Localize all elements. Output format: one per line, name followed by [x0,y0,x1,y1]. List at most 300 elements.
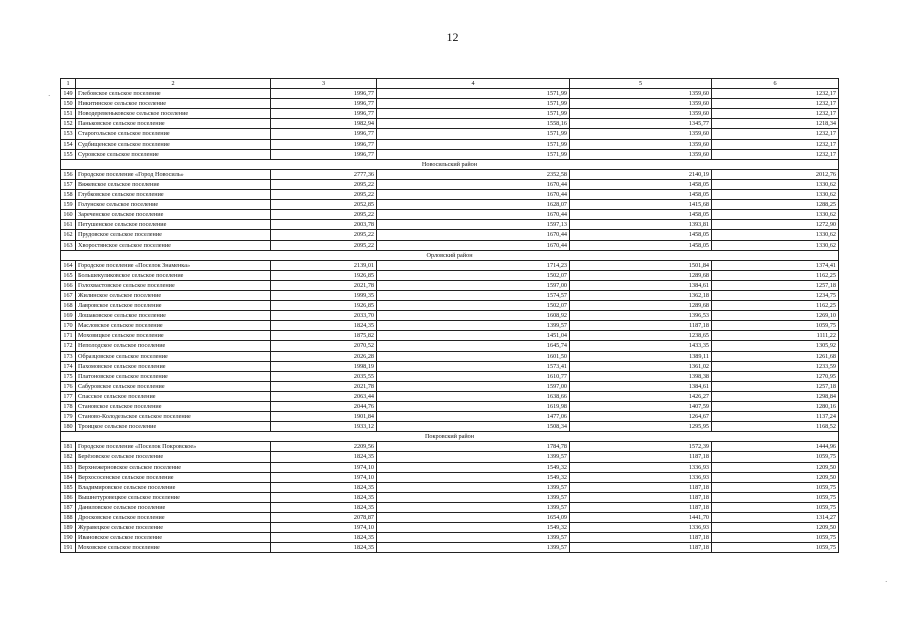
value-col-6: 1330,62 [712,230,839,240]
settlement-name: Моховское сельское поселение [76,543,271,553]
value-col-3: 2095,22 [271,179,377,189]
value-col-6: 1272,90 [712,220,839,230]
row-number: 168 [61,301,76,311]
row-number: 158 [61,190,76,200]
value-col-3: 1996,77 [271,99,377,109]
value-col-6: 1232,17 [712,99,839,109]
row-number: 167 [61,290,76,300]
value-col-6: 1059,75 [712,492,839,502]
value-col-4: 1784,78 [377,442,570,452]
value-col-3: 2035,55 [271,371,377,381]
value-col-6: 1209,50 [712,462,839,472]
value-col-4: 1608,92 [377,311,570,321]
table-row [61,119,839,129]
table-row [61,543,839,553]
column-header: 2 [76,79,271,89]
row-number: 188 [61,513,76,523]
settlement-name: Городское поселение «Поселок Покровское» [76,442,271,452]
value-col-3: 1824,35 [271,543,377,553]
value-col-5: 1396,53 [570,311,712,321]
table-row [61,391,839,401]
table-row [61,462,839,472]
value-col-6: 1305,92 [712,341,839,351]
value-col-5: 1384,61 [570,280,712,290]
settlement-name: Моховицкое сельское поселение [76,331,271,341]
settlement-name: Прудовское сельское поселение [76,230,271,240]
page-number: 12 [446,30,459,44]
table-row [61,169,839,179]
value-col-3: 2021,78 [271,280,377,290]
row-number: 160 [61,210,76,220]
value-col-5: 1458,05 [570,190,712,200]
value-col-3: 2095,22 [271,240,377,250]
table-row [61,482,839,492]
value-col-5: 1384,61 [570,381,712,391]
table-row [61,301,839,311]
row-number: 176 [61,381,76,391]
value-col-4: 1399,57 [377,492,570,502]
section-title: Орловский район [61,250,839,260]
value-col-4: 1670,44 [377,179,570,189]
value-col-5: 1187,18 [570,482,712,492]
value-col-4: 1558,16 [377,119,570,129]
column-header: 3 [271,79,377,89]
value-col-5: 1359,60 [570,129,712,139]
value-col-6: 1234,75 [712,290,839,300]
value-col-4: 1670,44 [377,230,570,240]
value-col-4: 1477,06 [377,412,570,422]
value-col-4: 1714,23 [377,260,570,270]
settlement-name: Лавровское сельское поселение [76,301,271,311]
value-col-5: 1458,05 [570,179,712,189]
row-number: 151 [61,109,76,119]
settlement-name: Зареченское сельское поселение [76,210,271,220]
value-col-5: 1187,18 [570,533,712,543]
value-col-3: 1824,35 [271,452,377,462]
value-col-5: 1458,05 [570,240,712,250]
table-row [61,260,839,270]
table-row [61,311,839,321]
value-col-6: 1232,17 [712,139,839,149]
value-col-6: 1162,25 [712,301,839,311]
table-row [61,109,839,119]
value-col-3: 2033,70 [271,311,377,321]
settlement-name: Никитинское сельское поселение [76,99,271,109]
value-col-3: 1974,10 [271,462,377,472]
row-number: 179 [61,412,76,422]
settlement-name: Пахомовское сельское поселение [76,361,271,371]
settlement-name: Станово-Колодезьское сельское поселение [76,412,271,422]
settlement-name: Судбищенское сельское поселение [76,139,271,149]
row-number: 154 [61,139,76,149]
value-col-4: 1549,32 [377,462,570,472]
settlement-name: Берёзовское сельское поселение [76,452,271,462]
table-row [61,280,839,290]
value-col-6: 1330,62 [712,179,839,189]
settlement-name: Глебовское сельское поселение [76,89,271,99]
row-number: 170 [61,321,76,331]
value-col-6: 1270,95 [712,371,839,381]
table-row [61,442,839,452]
value-col-5: 1501,84 [570,260,712,270]
table-row [61,492,839,502]
value-col-4: 2352,58 [377,169,570,179]
value-col-6: 1374,41 [712,260,839,270]
value-col-3: 2026,28 [271,351,377,361]
settlement-name: Большекуликовское сельское поселение [76,270,271,280]
column-header: 1 [61,79,76,89]
value-col-6: 1232,17 [712,149,839,159]
row-number: 191 [61,543,76,553]
value-col-6: 1209,50 [712,472,839,482]
value-col-4: 1399,57 [377,533,570,543]
row-number: 165 [61,270,76,280]
value-col-4: 1628,07 [377,200,570,210]
value-col-3: 1996,77 [271,149,377,159]
value-col-6: 1059,75 [712,533,839,543]
value-col-6: 1444,96 [712,442,839,452]
value-col-5: 1359,60 [570,139,712,149]
value-col-3: 1824,35 [271,492,377,502]
row-number: 162 [61,230,76,240]
value-col-4: 1654,09 [377,513,570,523]
settlement-name: Голунское сельское поселение [76,200,271,210]
value-col-5: 1407,59 [570,402,712,412]
value-col-3: 1901,84 [271,412,377,422]
table-row [61,149,839,159]
row-number: 163 [61,240,76,250]
settlement-name: Старогольское сельское поселение [76,129,271,139]
row-number: 164 [61,260,76,270]
section-row [61,159,839,169]
value-col-3: 2021,78 [271,381,377,391]
settlement-name: Неполодское сельское поселение [76,341,271,351]
settlement-name: Хворостянское сельское поселение [76,240,271,250]
row-number: 152 [61,119,76,129]
value-col-4: 1508,34 [377,422,570,432]
value-col-4: 1571,99 [377,99,570,109]
value-col-4: 1571,99 [377,89,570,99]
settlement-name: Глубковское сельское поселение [76,190,271,200]
value-col-6: 1288,25 [712,200,839,210]
table-body [61,89,839,553]
table-row [61,533,839,543]
value-col-5: 1187,18 [570,492,712,502]
value-col-4: 1573,41 [377,361,570,371]
value-col-5: 1398,38 [570,371,712,381]
value-col-5: 1336,93 [570,462,712,472]
row-number: 180 [61,422,76,432]
table-row [61,422,839,432]
value-col-6: 1269,10 [712,311,839,321]
value-col-5: 1433,35 [570,341,712,351]
row-number: 171 [61,331,76,341]
value-col-6: 1111,22 [712,331,839,341]
value-col-3: 2095,22 [271,210,377,220]
value-col-3: 1824,35 [271,533,377,543]
value-col-6: 1137,24 [712,412,839,422]
value-col-3: 2044,76 [271,402,377,412]
table-row [61,230,839,240]
section-row [61,432,839,442]
table-row [61,270,839,280]
value-col-4: 1399,57 [377,452,570,462]
value-col-5: 1572,39 [570,442,712,452]
value-col-5: 1345,77 [570,119,712,129]
section-row [61,250,839,260]
value-col-5: 1359,60 [570,89,712,99]
value-col-5: 1441,70 [570,513,712,523]
value-col-4: 1399,57 [377,321,570,331]
value-col-6: 1257,18 [712,280,839,290]
settlement-name: Голохвастовское сельское поселение [76,280,271,290]
row-number: 169 [61,311,76,321]
tariff-table [60,78,839,553]
value-col-6: 1261,68 [712,351,839,361]
settlement-name: Вяжевское сельское поселение [76,179,271,189]
row-number: 185 [61,482,76,492]
row-number: 183 [61,462,76,472]
table-row [61,402,839,412]
settlement-name: Суровское сельское поселение [76,149,271,159]
value-col-5: 1426,27 [570,391,712,401]
value-col-4: 1597,00 [377,280,570,290]
settlement-name: Масловское сельское поселение [76,321,271,331]
row-number: 181 [61,442,76,452]
table-row [61,412,839,422]
value-col-5: 1187,18 [570,543,712,553]
value-col-4: 1502,07 [377,301,570,311]
value-col-4: 1601,50 [377,351,570,361]
value-col-3: 2063,44 [271,391,377,401]
value-col-5: 1458,05 [570,210,712,220]
value-col-4: 1610,77 [377,371,570,381]
value-col-5: 1359,60 [570,149,712,159]
table-row [61,381,839,391]
value-col-3: 1875,82 [271,331,377,341]
value-col-6: 1218,34 [712,119,839,129]
value-col-3: 1996,77 [271,129,377,139]
table-row [61,523,839,533]
value-col-4: 1574,57 [377,290,570,300]
value-col-5: 1264,67 [570,412,712,422]
value-col-4: 1670,44 [377,190,570,200]
row-number: 189 [61,523,76,533]
settlement-name: Жилинское сельское поселение [76,290,271,300]
value-col-5: 1361,02 [570,361,712,371]
value-col-3: 1974,10 [271,472,377,482]
value-col-5: 1187,18 [570,321,712,331]
row-number: 155 [61,149,76,159]
value-col-3: 1824,35 [271,482,377,492]
value-col-6: 1232,17 [712,109,839,119]
settlement-name: Спасское сельское поселение [76,391,271,401]
settlement-name: Паньковское сельское поселение [76,119,271,129]
table-row [61,179,839,189]
table-row [61,351,839,361]
value-col-6: 1059,75 [712,482,839,492]
value-col-5: 1389,11 [570,351,712,361]
value-col-4: 1670,44 [377,210,570,220]
header-row [61,79,839,89]
value-col-5: 1393,81 [570,220,712,230]
table-row [61,331,839,341]
value-col-6: 1059,75 [712,543,839,553]
settlement-name: Даниловское сельское поселение [76,502,271,512]
value-col-3: 1996,77 [271,89,377,99]
value-col-3: 2052,85 [271,200,377,210]
value-col-5: 2140,19 [570,169,712,179]
value-col-3: 1926,85 [271,270,377,280]
value-col-6: 1330,62 [712,240,839,250]
table-row [61,472,839,482]
settlement-name: Платоновское сельское поселение [76,371,271,381]
value-col-4: 1399,57 [377,482,570,492]
value-col-4: 1549,32 [377,523,570,533]
column-header: 6 [712,79,839,89]
table-row [61,129,839,139]
settlement-name: Лошаковское сельское поселение [76,311,271,321]
value-col-5: 1336,93 [570,523,712,533]
settlement-name: Вышнетуровецкое сельское поселение [76,492,271,502]
settlement-name: Городское поселение «Поселок Знаменка» [76,260,271,270]
settlement-name: Верхососенское сельское поселение [76,472,271,482]
value-col-4: 1597,13 [377,220,570,230]
value-col-3: 2139,01 [271,260,377,270]
value-col-6: 1280,16 [712,402,839,412]
value-col-6: 1059,75 [712,452,839,462]
value-col-3: 1974,10 [271,523,377,533]
value-col-6: 1330,62 [712,210,839,220]
value-col-4: 1597,00 [377,381,570,391]
value-col-4: 1399,57 [377,543,570,553]
row-number: 173 [61,351,76,361]
row-number: 175 [61,371,76,381]
table-row [61,240,839,250]
row-number: 174 [61,361,76,371]
table-row [61,371,839,381]
table-row [61,513,839,523]
column-header: 5 [570,79,712,89]
value-col-4: 1571,99 [377,149,570,159]
value-col-4: 1638,66 [377,391,570,401]
value-col-3: 1926,85 [271,301,377,311]
value-col-4: 1645,74 [377,341,570,351]
settlement-name: Петушенское сельское поселение [76,220,271,230]
value-col-3: 2777,36 [271,169,377,179]
settlement-name: Ивановское сельское поселение [76,533,271,543]
settlement-name: Журавецкое сельское поселение [76,523,271,533]
value-col-6: 1233,59 [712,361,839,371]
value-col-3: 2003,78 [271,220,377,230]
value-col-6: 1257,18 [712,381,839,391]
row-number: 186 [61,492,76,502]
value-col-4: 1670,44 [377,240,570,250]
table-row [61,341,839,351]
value-col-6: 1330,62 [712,190,839,200]
value-col-5: 1458,05 [570,230,712,240]
value-col-5: 1238,65 [570,331,712,341]
value-col-3: 2078,87 [271,513,377,523]
value-col-5: 1336,93 [570,472,712,482]
column-header: 4 [377,79,570,89]
row-number: 149 [61,89,76,99]
section-title: Новосильский район [61,159,839,169]
value-col-4: 1571,99 [377,129,570,139]
row-number: 157 [61,179,76,189]
table-row [61,89,839,99]
value-col-4: 1571,99 [377,109,570,119]
value-col-5: 1362,18 [570,290,712,300]
value-col-6: 1232,17 [712,129,839,139]
value-col-5: 1187,18 [570,502,712,512]
value-col-5: 1415,68 [570,200,712,210]
value-col-6: 1314,27 [712,513,839,523]
value-col-3: 2095,22 [271,230,377,240]
value-col-6: 1298,84 [712,391,839,401]
row-number: 159 [61,200,76,210]
row-number: 156 [61,169,76,179]
table-row [61,139,839,149]
table-row [61,99,839,109]
value-col-5: 1289,68 [570,270,712,280]
row-number: 177 [61,391,76,401]
table-row [61,290,839,300]
value-col-3: 1824,35 [271,321,377,331]
settlement-name: Троицкое сельское поселение [76,422,271,432]
value-col-5: 1187,18 [570,452,712,462]
settlement-name: Верхнежерновское сельское поселение [76,462,271,472]
scan-mark: · [885,578,888,586]
value-col-6: 1232,17 [712,89,839,99]
row-number: 190 [61,533,76,543]
table-row [61,452,839,462]
value-col-6: 1168,52 [712,422,839,432]
value-col-5: 1295,95 [570,422,712,432]
settlement-name: Дросковское сельское поселение [76,513,271,523]
value-col-4: 1619,98 [377,402,570,412]
value-col-6: 1059,75 [712,502,839,512]
value-col-5: 1289,68 [570,301,712,311]
settlement-name: Городское поселение «Город Новосиль» [76,169,271,179]
value-col-6: 1209,50 [712,523,839,533]
settlement-name: Сабуровское сельское поселение [76,381,271,391]
table-row [61,210,839,220]
value-col-3: 2209,56 [271,442,377,452]
value-col-4: 1549,32 [377,472,570,482]
table-row [61,321,839,331]
row-number: 172 [61,341,76,351]
section-title: Покровский район [61,432,839,442]
row-number: 161 [61,220,76,230]
value-col-3: 1933,12 [271,422,377,432]
value-col-3: 1982,94 [271,119,377,129]
table-row [61,502,839,512]
value-col-4: 1451,04 [377,331,570,341]
value-col-6: 1059,75 [712,321,839,331]
settlement-name: Новодеревеньковское сельское поселение [76,109,271,119]
settlement-name: Образцовское сельское поселение [76,351,271,361]
value-col-6: 2012,76 [712,169,839,179]
table-row [61,361,839,371]
value-col-3: 1824,35 [271,502,377,512]
row-number: 166 [61,280,76,290]
value-col-3: 1996,77 [271,109,377,119]
row-number: 150 [61,99,76,109]
value-col-3: 1999,35 [271,290,377,300]
row-number: 178 [61,402,76,412]
value-col-5: 1359,60 [570,99,712,109]
